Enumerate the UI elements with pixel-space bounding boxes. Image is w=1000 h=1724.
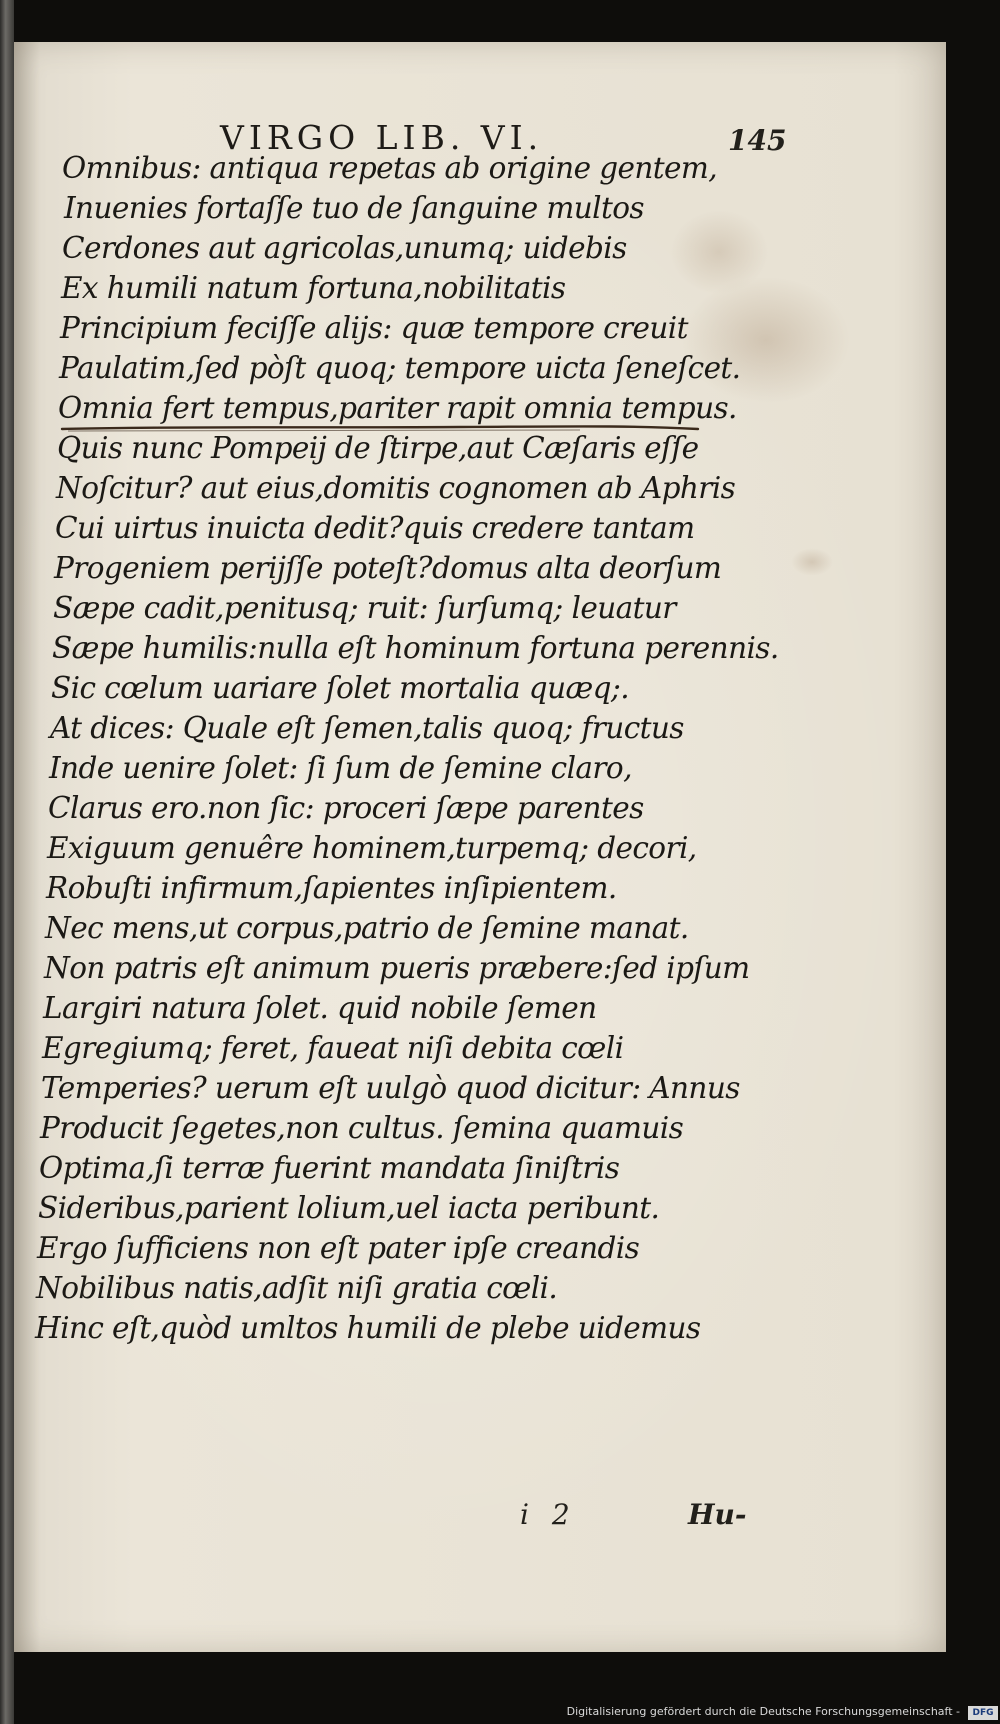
verse-line: Optima,ſi terræ fuerint mandata ſiniſtris — [39, 1151, 620, 1185]
verse-line: Sæpe humilis:nulla eſt hominum fortuna perennis. — [52, 631, 779, 665]
verse-line: Quis nunc Pompeij de ſtirpe,aut Cæſaris eſſe — [57, 431, 699, 465]
verse-line: Sic cœlum uariare ſolet mortalia quæq;. — [51, 671, 629, 705]
verse-line: Non patris eſt animum pueris præbere:ſed ipſum — [44, 951, 750, 985]
folio-number: 145 — [728, 124, 787, 157]
dfg-logo: DFG — [968, 1706, 998, 1720]
verse-line: Inuenies fortaſſe tuo de ſanguine multos — [64, 191, 644, 225]
verse-line: Omnibus: antiqua repetas ab origine gentem, — [62, 151, 718, 185]
verse-line: Hinc eſt,quòd umltos humili de plebe uidemus — [35, 1311, 701, 1345]
verse-line: Cui uirtus inuicta dedit?quis credere tantam — [55, 511, 695, 545]
catchword: Hu- — [688, 1498, 747, 1531]
verse-line: Robuſti infirmum,ſapientes inſipientem. — [46, 871, 617, 905]
verse-line: Clarus ero.non ſic: proceri ſæpe parentes — [48, 791, 644, 825]
verse-line: Cerdones aut agricolas,unumq; uidebis — [62, 231, 627, 265]
verse-line: Noſcitur? aut eius,domitis cognomen ab Aphris — [56, 471, 736, 505]
running-head: VIRGO LIB. VI. — [220, 118, 544, 157]
verse-line: Principium feciſſe alijs: quæ tempore creuit — [60, 311, 688, 345]
verse-line: Inde uenire ſolet: ſi ſum de ſemine claro, — [49, 751, 632, 785]
verse-line: Producit ſegetes,non cultus. ſemina quamuis — [40, 1111, 684, 1145]
verse-line: Egregiumq; feret, faueat niſi debita cœli — [42, 1031, 624, 1065]
verse-line: Sideribus,parient lolium,uel iacta peribunt. — [38, 1191, 660, 1225]
signature-mark: i 2 — [520, 1498, 570, 1531]
verse-line: Paulatim,ſed pòſt quoq; tempore uicta ſeneſcet. — [59, 351, 741, 385]
verse-line: Ex humili natum fortuna,nobilitatis — [61, 271, 566, 305]
verse-line: Exiguum genuêre hominem,turpemq; decori, — [47, 831, 697, 865]
verse-line: Largiri natura ſolet. quid nobile ſemen — [43, 991, 597, 1025]
verse-line: At dices: Quale eſt ſemen,talis quoq; fructus — [50, 711, 684, 745]
verse-line: Ergo ſufficiens non eſt pater ipſe creandis — [37, 1231, 640, 1265]
verse-line: Omnia fert tempus,pariter rapit omnia tempus. — [58, 391, 737, 425]
manuscript-underline — [60, 420, 700, 440]
verse-line: Nec mens,ut corpus,patrio de ſemine manat. — [45, 911, 689, 945]
verse-line: Nobilibus natis,adſit niſi gratia cœli. — [36, 1271, 558, 1305]
verse-line: Sæpe cadit,penitusq; ruit: ſurſumq; leuatur — [53, 591, 676, 625]
digitization-credit: Digitalisierung gefördert durch die Deutsche Forschungsgemeinschaft - — [566, 1705, 960, 1718]
verse-line: Progeniem perijſſe poteſt?domus alta deorſum — [54, 551, 722, 585]
verse-line: Temperies? uerum eſt uulgò quod dicitur: Annus — [41, 1071, 740, 1105]
